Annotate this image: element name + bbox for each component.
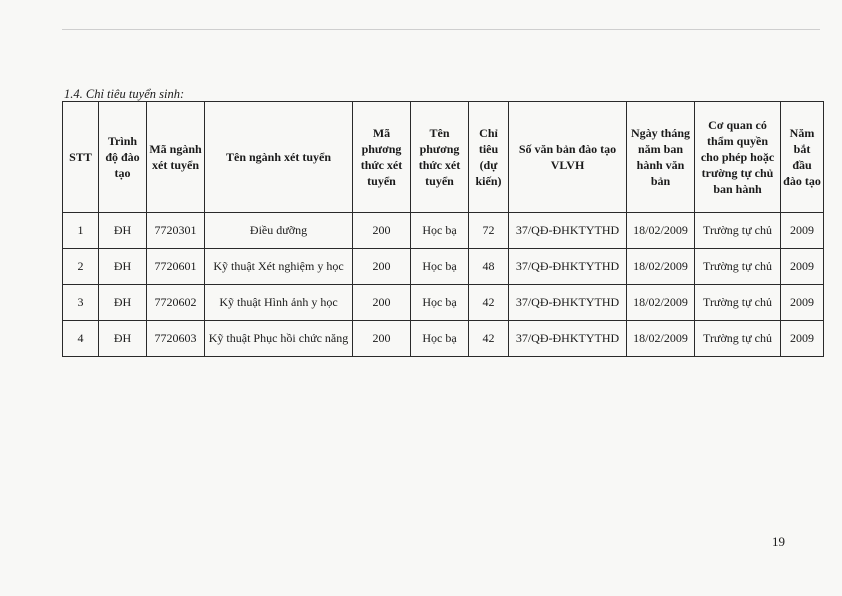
header-stt: STT bbox=[63, 102, 99, 213]
cell-issue-date: 18/02/2009 bbox=[627, 213, 695, 249]
cell-authority: Trường tự chủ bbox=[695, 321, 781, 357]
cell-method-code: 200 bbox=[353, 321, 411, 357]
cell-document-number: 37/QĐ-ĐHKTYTHD bbox=[509, 285, 627, 321]
cell-method-code: 200 bbox=[353, 213, 411, 249]
header-document-number: Số văn bản đào tạo VLVH bbox=[509, 102, 627, 213]
table-header-row bbox=[63, 102, 824, 213]
cell-training-level: ĐH bbox=[99, 321, 147, 357]
header-major-code: Mã ngành xét tuyển bbox=[147, 102, 205, 213]
cell-quota: 72 bbox=[469, 213, 509, 249]
cell-major-name: Kỹ thuật Xét nghiệm y học bbox=[205, 249, 353, 285]
header-quota: Chỉ tiêu (dự kiến) bbox=[469, 102, 509, 213]
cell-major-name: Kỹ thuật Hình ảnh y học bbox=[205, 285, 353, 321]
cell-document-number: 37/QĐ-ĐHKTYTHD bbox=[509, 249, 627, 285]
header-method-name: Tên phương thức xét tuyển bbox=[411, 102, 469, 213]
cell-stt: 2 bbox=[63, 249, 99, 285]
cell-authority: Trường tự chủ bbox=[695, 213, 781, 249]
cell-start-year: 2009 bbox=[781, 249, 824, 285]
cell-training-level: ĐH bbox=[99, 285, 147, 321]
cell-start-year: 2009 bbox=[781, 285, 824, 321]
cell-method-name: Học bạ bbox=[411, 213, 469, 249]
cell-issue-date: 18/02/2009 bbox=[627, 249, 695, 285]
cell-document-number: 37/QĐ-ĐHKTYTHD bbox=[509, 213, 627, 249]
cell-method-name: Học bạ bbox=[411, 321, 469, 357]
cell-major-code: 7720603 bbox=[147, 321, 205, 357]
table-row bbox=[63, 249, 824, 285]
cell-method-name: Học bạ bbox=[411, 285, 469, 321]
header-method-code: Mã phương thức xét tuyển bbox=[353, 102, 411, 213]
cell-start-year: 2009 bbox=[781, 321, 824, 357]
header-training-level: Trình độ đào tạo bbox=[99, 102, 147, 213]
cell-method-code: 200 bbox=[353, 285, 411, 321]
cell-training-level: ĐH bbox=[99, 249, 147, 285]
page-number: 19 bbox=[772, 534, 785, 549]
cell-quota: 42 bbox=[469, 321, 509, 357]
cell-document-number: 37/QĐ-ĐHKTYTHD bbox=[509, 321, 627, 357]
cell-stt: 3 bbox=[63, 285, 99, 321]
cell-start-year: 2009 bbox=[781, 213, 824, 249]
cell-major-name: Điều dưỡng bbox=[205, 213, 353, 249]
cell-issue-date: 18/02/2009 bbox=[627, 321, 695, 357]
cell-quota: 42 bbox=[469, 285, 509, 321]
cell-authority: Trường tự chủ bbox=[695, 249, 781, 285]
cell-stt: 4 bbox=[63, 321, 99, 357]
table-row bbox=[63, 213, 824, 249]
header-rule bbox=[62, 29, 820, 30]
section-title: 1.4. Chỉ tiêu tuyển sinh: bbox=[64, 87, 185, 101]
cell-method-name: Học bạ bbox=[411, 249, 469, 285]
admissions-quota-table bbox=[62, 101, 824, 357]
header-issue-date: Ngày tháng năm ban hành văn bản bbox=[627, 102, 695, 213]
header-start-year: Năm bắt đầu đào tạo bbox=[781, 102, 824, 213]
header-major-name: Tên ngành xét tuyển bbox=[205, 102, 353, 213]
cell-issue-date: 18/02/2009 bbox=[627, 285, 695, 321]
cell-major-name: Kỹ thuật Phục hồi chức năng bbox=[205, 321, 353, 357]
table-row bbox=[63, 321, 824, 357]
header-authority: Cơ quan có thẩm quyền cho phép hoặc trường tự chủ ban hành bbox=[695, 102, 781, 213]
table-row bbox=[63, 285, 824, 321]
cell-major-code: 7720301 bbox=[147, 213, 205, 249]
cell-quota: 48 bbox=[469, 249, 509, 285]
cell-stt: 1 bbox=[63, 213, 99, 249]
cell-authority: Trường tự chủ bbox=[695, 285, 781, 321]
cell-major-code: 7720601 bbox=[147, 249, 205, 285]
cell-method-code: 200 bbox=[353, 249, 411, 285]
cell-training-level: ĐH bbox=[99, 213, 147, 249]
cell-major-code: 7720602 bbox=[147, 285, 205, 321]
